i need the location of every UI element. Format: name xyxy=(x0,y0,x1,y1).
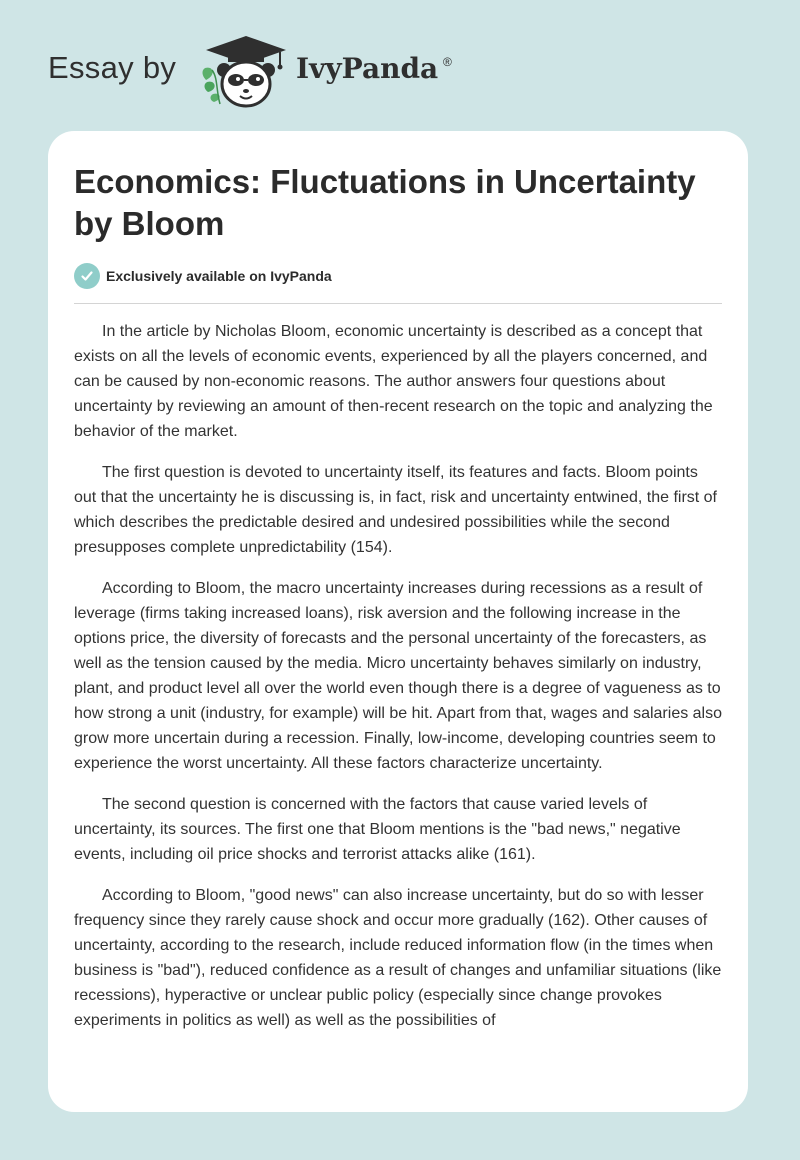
paragraph: The first question is devoted to uncertainty itself, its features and facts. Bloom points out that the uncertainty he is discussing is, in fact, risk and uncertainty entwined, the first of which describes the predictable desired and undesired possibilities while the second presupposes complete unpredictability (154). xyxy=(74,464,717,556)
brand-name[interactable]: IvyPanda xyxy=(296,52,439,85)
article-title: Economics: Fluctuations in Uncertainty by Bloom xyxy=(74,163,696,242)
site-header xyxy=(0,0,800,130)
registered-mark: ® xyxy=(443,55,452,69)
paragraph: According to Bloom, the macro uncertainty increases during recessions as a result of leverage (firms taking increased loans), risk aversion and the following increase in the options price, the diversity of forecasts and the personal uncertainty of the forecasters, as well as the tension caused by the media. Micro uncertainty behaves similarly on industry, plant, and product level all over the world even though there is a degree of vagueness as to how strong a unit (industry, for example) will be hit. Apart from that, wages and salaries also grow more uncertain during a recession. Finally, low-income, developing countries seem to experience the worst uncertainty. All these factors characterize uncertainty. xyxy=(74,580,723,772)
exclusive-badge xyxy=(74,262,332,290)
brand-prefix: Essay by xyxy=(48,50,177,85)
article-body xyxy=(74,319,722,1049)
panda-graduation-cap-icon[interactable] xyxy=(198,34,294,110)
paragraph: The second question is concerned with the factors that cause varied levels of uncertainty, its sources. The first one that Bloom mentions is the "bad news," negative events, including oil price shocks and terrorist attacks alike (161). xyxy=(74,796,681,863)
badge-label: Exclusively available on IvyPanda xyxy=(106,268,332,284)
article-card xyxy=(48,131,748,1112)
paragraph: According to Bloom, "good news" can also increase uncertainty, but do so with lesser frequency since they rarely cause shock and occur more gradually (162). Other causes of uncertainty, according to the research, include reduced information flow (in the times when business is "bad"), reduced confidence as a result of changes and unfamiliar situations (like recessions), hyperactive or unclear public policy (especially since change provokes experiments in politics as well) as well as the possibilities of xyxy=(74,887,722,1029)
check-circle-icon xyxy=(74,263,100,289)
divider xyxy=(74,303,722,304)
paragraph: In the article by Nicholas Bloom, economic uncertainty is described as a concept that exists on all the levels of economic events, experienced by all the players concerned, and can be caused by non-economic reasons. The author answers four questions about uncertainty by reviewing an amount of then-recent research on the topic and analyzing the behavior of the market. xyxy=(74,323,713,440)
